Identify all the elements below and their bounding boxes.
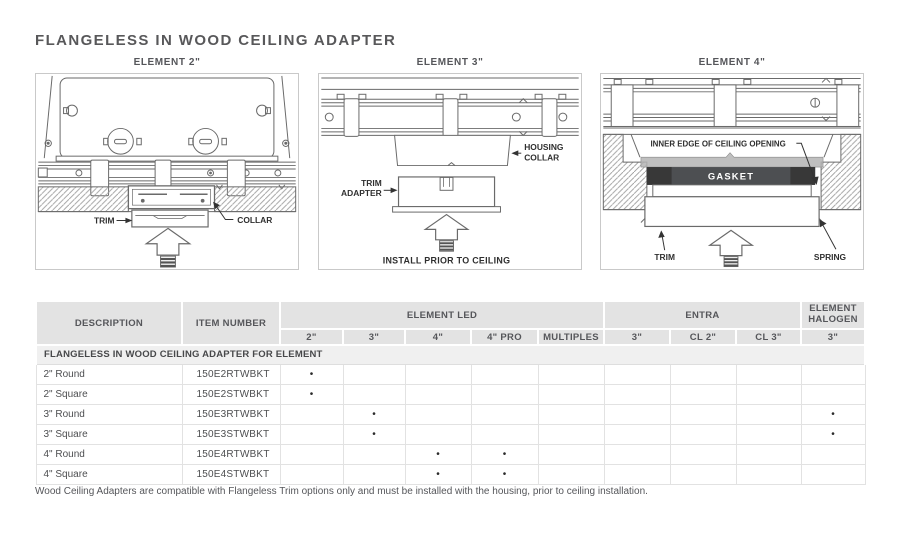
group-header-entra: ENTRA	[604, 301, 801, 329]
description-cell: 3" Round	[36, 404, 182, 424]
diagram-element-4-title: ELEMENT 4"	[698, 57, 766, 68]
section-header: FLANGELESS IN WOOD CEILING ADAPTER FOR ELEMENT	[36, 345, 865, 364]
trim-adapter-callout	[341, 178, 397, 198]
description-cell: 2" Square	[36, 384, 182, 404]
dot-cell	[405, 424, 471, 444]
item-number-cell: 150E3RTWBKT	[182, 404, 280, 424]
table-row	[36, 404, 865, 424]
sub-header-led-multiples: MULTIPLES	[538, 329, 604, 345]
spring-label: SPRING	[813, 252, 847, 263]
table-row	[36, 364, 865, 384]
dot-cell: •	[343, 424, 405, 444]
dot-cell: •	[280, 384, 343, 404]
sub-header-halogen-3: 3"	[801, 329, 865, 345]
dot-cell	[604, 384, 670, 404]
install-arrow	[146, 228, 190, 267]
inner-edge-label: INNER EDGE OF CEILING OPENING	[650, 139, 786, 149]
gasket-assembly	[641, 153, 823, 197]
item-number-cell: 150E3STWBKT	[182, 424, 280, 444]
diagram-element-3	[318, 57, 582, 270]
housing-collar	[395, 135, 511, 165]
dot-cell	[670, 464, 736, 484]
dot-cell	[604, 464, 670, 484]
dot-cell	[736, 444, 801, 464]
sub-header-entra-3: 3"	[604, 329, 670, 345]
sub-header-led-4: 4"	[405, 329, 471, 345]
page-title: FLANGELESS IN WOOD CEILING ADAPTER	[35, 32, 397, 49]
trim-adapter-arrow-icon	[391, 188, 398, 194]
description-cell: 4" Square	[36, 464, 182, 484]
trim-arrow-icon	[658, 230, 664, 237]
dot-cell: •	[801, 404, 865, 424]
item-number-cell: 150E4RTWBKT	[182, 444, 280, 464]
dot-cell	[538, 464, 604, 484]
col-header-item-number: ITEM NUMBER	[182, 301, 280, 345]
group-header-element-led: ELEMENT LED	[280, 301, 604, 329]
description-cell: 3" Square	[36, 424, 182, 444]
install-note-label: INSTALL PRIOR TO CEILING	[382, 255, 511, 266]
dot-cell	[736, 384, 801, 404]
col-header-description: DESCRIPTION	[36, 301, 182, 345]
diagram-element-2-frame	[35, 73, 299, 270]
dot-cell	[538, 384, 604, 404]
trim-adapter-label-1: TRIM	[361, 177, 382, 188]
dot-cell	[736, 464, 801, 484]
mounting-rail	[603, 78, 860, 134]
collar	[128, 186, 214, 209]
dot-cell	[405, 384, 471, 404]
housing-collar-callout	[511, 142, 564, 162]
diagram-element-4	[600, 57, 864, 270]
diagram-element-2	[35, 57, 299, 270]
diagram-element-3-frame	[318, 73, 582, 270]
dot-cell	[801, 464, 865, 484]
dot-cell	[471, 424, 538, 444]
collar-label: COLLAR	[237, 214, 273, 225]
sub-header-led-3: 3"	[343, 329, 405, 345]
diagram-element-4-frame	[600, 73, 864, 270]
dot-cell	[736, 424, 801, 444]
dot-cell	[538, 364, 604, 384]
item-number-cell: 150E4STWBKT	[182, 464, 280, 484]
dot-cell	[670, 444, 736, 464]
dot-cell	[736, 404, 801, 424]
dot-cell	[670, 424, 736, 444]
install-arrow	[710, 230, 753, 266]
element-2-drawing	[36, 74, 298, 269]
sub-header-entra-cl3: CL 3"	[736, 329, 801, 345]
diagram-element-3-title: ELEMENT 3"	[416, 57, 484, 68]
diagram-element-2-title: ELEMENT 2"	[133, 57, 201, 68]
trim-callout	[654, 230, 675, 262]
compatibility-table	[35, 300, 866, 485]
mounting-rail	[321, 94, 578, 136]
element-3-drawing	[319, 74, 581, 269]
dot-cell	[670, 384, 736, 404]
group-header-element-halogen: ELEMENT HALOGEN	[801, 301, 865, 329]
dot-cell	[670, 404, 736, 424]
dot-cell: •	[405, 464, 471, 484]
dot-cell	[604, 404, 670, 424]
dot-cell: •	[405, 444, 471, 464]
dot-cell	[801, 364, 865, 384]
trim-adapter-label-2: ADAPTER	[341, 188, 382, 199]
housing	[44, 76, 289, 161]
housing-collar-label-2: COLLAR	[524, 152, 560, 163]
footnote: Wood Ceiling Adapters are compatible with Flangeless Trim options only and must be installed with the housing, prior to ceiling installation.	[35, 486, 648, 497]
table-row	[36, 464, 865, 484]
dot-cell	[280, 444, 343, 464]
trim-callout	[94, 215, 132, 225]
trim-adapter	[393, 177, 501, 212]
install-arrow	[425, 215, 468, 252]
housing-collar-arrow-icon	[511, 150, 518, 156]
dot-cell	[405, 364, 471, 384]
table-row	[36, 384, 865, 404]
sub-header-led-2: 2"	[280, 329, 343, 345]
sub-header-entra-cl2: CL 2"	[670, 329, 736, 345]
dot-cell	[280, 464, 343, 484]
table-row	[36, 424, 865, 444]
dot-cell	[736, 364, 801, 384]
dot-cell	[670, 364, 736, 384]
dot-cell	[604, 424, 670, 444]
dot-cell	[343, 384, 405, 404]
dot-cell	[343, 444, 405, 464]
gasket-label: GASKET	[707, 170, 755, 182]
dot-cell	[538, 424, 604, 444]
dot-cell	[405, 404, 471, 424]
dot-cell: •	[471, 444, 538, 464]
dot-cell	[538, 444, 604, 464]
dot-cell: •	[801, 424, 865, 444]
dot-cell	[343, 364, 405, 384]
item-number-cell: 150E2STWBKT	[182, 384, 280, 404]
trim-label: TRIM	[654, 252, 675, 263]
dot-cell: •	[471, 464, 538, 484]
dot-cell	[343, 464, 405, 484]
dot-cell	[801, 444, 865, 464]
sub-header-led-4pro: 4" PRO	[471, 329, 538, 345]
dot-cell: •	[280, 364, 343, 384]
element-4-drawing	[601, 74, 863, 269]
dot-cell	[280, 404, 343, 424]
dot-cell	[801, 384, 865, 404]
dot-cell	[604, 444, 670, 464]
description-cell: 2" Round	[36, 364, 182, 384]
description-cell: 4" Round	[36, 444, 182, 464]
dot-cell	[604, 364, 670, 384]
item-number-cell: 150E2RTWBKT	[182, 364, 280, 384]
dot-cell	[471, 364, 538, 384]
table-row	[36, 444, 865, 464]
dot-cell	[280, 424, 343, 444]
dot-cell: •	[343, 404, 405, 424]
dot-cell	[471, 404, 538, 424]
dot-cell	[471, 384, 538, 404]
housing-collar-label-1: HOUSING	[524, 142, 564, 153]
dot-cell	[538, 404, 604, 424]
trim-label: TRIM	[93, 215, 115, 226]
ceiling-slab	[321, 78, 578, 89]
